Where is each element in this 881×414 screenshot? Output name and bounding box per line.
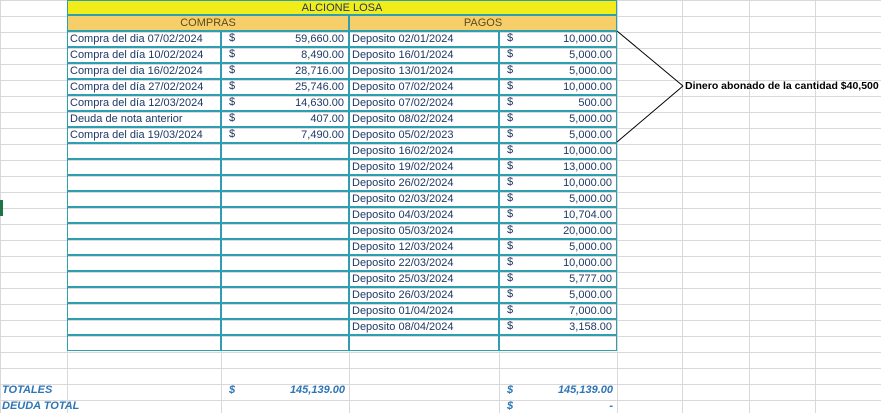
currency-symbol: $ — [507, 176, 514, 188]
currency-symbol: $ — [507, 128, 514, 140]
compra-desc-cell[interactable]: Compra del dia 16/02/2024 — [67, 63, 221, 79]
pago-desc-cell[interactable]: Deposito 19/02/2024 — [349, 159, 499, 175]
header-compras[interactable]: COMPRAS — [67, 15, 349, 31]
currency-symbol: $ — [507, 272, 514, 284]
compra-amount-cell[interactable] — [221, 239, 349, 255]
currency-symbol: $ — [507, 192, 514, 204]
compra-desc-cell[interactable]: Compra del dia 19/03/2024 — [67, 127, 221, 143]
pago-desc-cell[interactable]: Deposito 04/03/2024 — [349, 207, 499, 223]
compra-desc-cell[interactable] — [67, 303, 221, 319]
currency-symbol: $ — [507, 240, 514, 252]
sheet-title[interactable]: ALCIONE LOSA — [67, 0, 617, 15]
compra-desc-cell[interactable] — [67, 223, 221, 239]
bracket-line-top — [617, 31, 683, 86]
pago-desc-cell[interactable]: Deposito 25/03/2024 — [349, 271, 499, 287]
currency-symbol: $ — [507, 64, 514, 76]
pago-amount-cell[interactable]: 10,704.00 — [499, 207, 617, 223]
header-pagos[interactable]: PAGOS — [349, 15, 617, 31]
pago-desc-cell[interactable]: Deposito 05/02/2023 — [349, 127, 499, 143]
compra-desc-cell[interactable] — [67, 255, 221, 271]
currency-symbol: $ — [507, 400, 514, 412]
pago-amount-cell[interactable]: 5,777.00 — [499, 271, 617, 287]
pago-amount-cell[interactable]: 5,000.00 — [499, 191, 617, 207]
pago-amount-cell[interactable]: 5,000.00 — [499, 111, 617, 127]
compra-amount-cell[interactable] — [221, 207, 349, 223]
currency-symbol: $ — [229, 80, 236, 92]
compra-amount-cell[interactable]: 8,490.00 — [221, 47, 349, 63]
pago-amount-cell[interactable]: 5,000.00 — [499, 63, 617, 79]
compra-desc-cell[interactable] — [67, 239, 221, 255]
compra-desc-cell[interactable] — [67, 159, 221, 175]
currency-symbol: $ — [507, 384, 514, 396]
pago-amount-cell[interactable]: 5,000.00 — [499, 239, 617, 255]
compra-amount-cell[interactable] — [221, 159, 349, 175]
currency-symbol: $ — [507, 208, 514, 220]
currency-symbol: $ — [507, 144, 514, 156]
compra-amount-cell[interactable] — [221, 143, 349, 159]
compra-desc-cell[interactable] — [67, 335, 221, 351]
pago-desc-cell[interactable]: Deposito 05/03/2024 — [349, 223, 499, 239]
compra-amount-cell[interactable] — [221, 175, 349, 191]
currency-symbol: $ — [229, 64, 236, 76]
currency-symbol: $ — [229, 96, 236, 108]
grid-row-line — [0, 352, 881, 353]
compras-total[interactable]: 145,139.00 — [289, 384, 345, 396]
compra-amount-cell[interactable]: 25,746.00 — [221, 79, 349, 95]
compra-amount-cell[interactable] — [221, 191, 349, 207]
currency-symbol: $ — [507, 112, 514, 124]
pago-amount-cell[interactable]: 5,000.00 — [499, 127, 617, 143]
pago-desc-cell[interactable]: Deposito 07/02/2024 — [349, 79, 499, 95]
compra-amount-cell[interactable] — [221, 287, 349, 303]
pago-amount-cell[interactable]: 10,000.00 — [499, 143, 617, 159]
currency-symbol: $ — [507, 32, 514, 44]
compra-desc-cell[interactable] — [67, 287, 221, 303]
compra-desc-cell[interactable]: Deuda de nota anterior — [67, 111, 221, 127]
grid-row-line — [0, 400, 881, 401]
grid-row-line — [0, 384, 881, 385]
currency-symbol: $ — [507, 48, 514, 60]
compra-desc-cell[interactable] — [67, 175, 221, 191]
currency-symbol: $ — [229, 32, 236, 44]
pago-amount-cell[interactable]: 10,000.00 — [499, 175, 617, 191]
grid-row-line — [0, 368, 881, 369]
pago-desc-cell[interactable]: Deposito 08/02/2024 — [349, 111, 499, 127]
row-selection-marker — [0, 200, 3, 216]
pago-amount-cell[interactable]: 5,000.00 — [499, 287, 617, 303]
pago-desc-cell[interactable]: Deposito 26/02/2024 — [349, 175, 499, 191]
compra-amount-cell[interactable] — [221, 319, 349, 335]
compra-amount-cell[interactable]: 7,490.00 — [221, 127, 349, 143]
pago-amount-cell[interactable]: 10,000.00 — [499, 255, 617, 271]
compra-amount-cell[interactable]: 59,660.00 — [221, 31, 349, 47]
currency-symbol: $ — [229, 48, 236, 60]
compra-amount-cell[interactable]: 407.00 — [221, 111, 349, 127]
compra-desc-cell[interactable] — [67, 143, 221, 159]
currency-symbol: $ — [229, 128, 236, 140]
pago-desc-cell[interactable] — [349, 335, 499, 351]
currency-symbol: $ — [229, 384, 236, 396]
pago-desc-cell[interactable]: Deposito 22/03/2024 — [349, 255, 499, 271]
pago-desc-cell[interactable]: Deposito 02/01/2024 — [349, 31, 499, 47]
compra-amount-cell[interactable] — [221, 335, 349, 351]
pago-amount-cell[interactable]: 10,000.00 — [499, 31, 617, 47]
pago-amount-cell[interactable]: 500.00 — [499, 95, 617, 111]
currency-symbol: $ — [507, 256, 514, 268]
pago-desc-cell[interactable]: Deposito 13/01/2024 — [349, 63, 499, 79]
compra-amount-cell[interactable]: 14,630.00 — [221, 95, 349, 111]
deuda-label[interactable]: DEUDA TOTAL — [2, 400, 80, 412]
pago-desc-cell[interactable]: Deposito 02/03/2024 — [349, 191, 499, 207]
bracket-line-bottom — [617, 86, 683, 142]
pago-desc-cell[interactable]: Deposito 26/03/2024 — [349, 287, 499, 303]
compra-amount-cell[interactable] — [221, 303, 349, 319]
currency-symbol: $ — [229, 112, 236, 124]
pago-amount-cell[interactable]: 7,000.00 — [499, 303, 617, 319]
pago-amount-cell[interactable]: 20,000.00 — [499, 223, 617, 239]
compra-desc-cell[interactable] — [67, 271, 221, 287]
currency-symbol: $ — [507, 304, 514, 316]
compra-desc-cell[interactable]: Compra del dia 07/02/2024 — [67, 31, 221, 47]
compra-amount-cell[interactable] — [221, 223, 349, 239]
pago-amount-cell[interactable] — [499, 335, 617, 351]
totals-label[interactable]: TOTALES — [2, 384, 53, 396]
pago-amount-cell[interactable]: 10,000.00 — [499, 79, 617, 95]
pago-desc-cell[interactable]: Deposito 07/02/2024 — [349, 95, 499, 111]
currency-symbol: $ — [507, 288, 514, 300]
pago-amount-cell[interactable]: 13,000.00 — [499, 159, 617, 175]
deuda-value[interactable]: - — [609, 400, 613, 412]
compra-amount-cell[interactable] — [221, 271, 349, 287]
compra-desc-cell[interactable] — [67, 191, 221, 207]
pago-desc-cell[interactable]: Deposito 16/01/2024 — [349, 47, 499, 63]
compra-desc-cell[interactable] — [67, 319, 221, 335]
currency-symbol: $ — [507, 96, 514, 108]
compra-desc-cell[interactable] — [67, 207, 221, 223]
pagos-total[interactable]: 145,139.00 — [557, 384, 613, 396]
annotation-note: Dinero abonado de la cantidad $40,500 — [685, 80, 879, 92]
pago-desc-cell[interactable]: Deposito 01/04/2024 — [349, 303, 499, 319]
pago-desc-cell[interactable]: Deposito 12/03/2024 — [349, 239, 499, 255]
pago-desc-cell[interactable]: Deposito 16/02/2024 — [349, 143, 499, 159]
compra-amount-cell[interactable]: 28,716.00 — [221, 63, 349, 79]
pago-amount-cell[interactable]: 3,158.00 — [499, 319, 617, 335]
compra-desc-cell[interactable]: Compra del día 10/02/2024 — [67, 47, 221, 63]
currency-symbol: $ — [507, 80, 514, 92]
pago-desc-cell[interactable]: Deposito 08/04/2024 — [349, 319, 499, 335]
currency-symbol: $ — [507, 160, 514, 172]
compra-desc-cell[interactable]: Compra del día 27/02/2024 — [67, 79, 221, 95]
pago-amount-cell[interactable]: 5,000.00 — [499, 47, 617, 63]
currency-symbol: $ — [507, 224, 514, 236]
compra-desc-cell[interactable]: Compra del día 12/03/2024 — [67, 95, 221, 111]
currency-symbol: $ — [507, 320, 514, 332]
compra-amount-cell[interactable] — [221, 255, 349, 271]
